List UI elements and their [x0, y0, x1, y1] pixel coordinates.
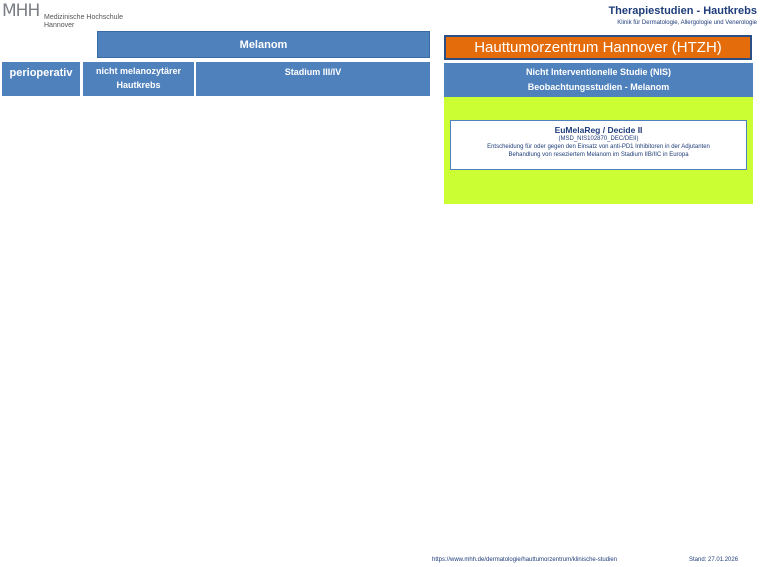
nis-line1: Nicht Interventionelle Studie (NIS) — [525, 67, 671, 77]
nicht-line2: Hautkrebs — [116, 80, 161, 90]
logo-text-line1: Medizinische Hochschule — [44, 14, 123, 21]
study-desc-line1: Entscheidung für oder gegen den Einsatz von anti-PD1 Inhibitoren in der Adjutanten — [487, 144, 710, 150]
footer-url[interactable]: https://www.mhh.de/dermatologie/hauttumorzentrum/klinische-studien — [432, 557, 618, 563]
logo-text — [44, 14, 123, 30]
study-desc-line2: Behandlung von reseziertem Melanom im Stadium IIB/IIC in Europa — [508, 152, 689, 158]
nis-header — [444, 63, 753, 97]
page-subtitle: Klinik für Dermatologie, Allergologie und Venerologie — [617, 20, 757, 26]
nicht-line1: nicht melanozytärer — [95, 66, 182, 76]
study-id: (MSD_NIS102870_DEC/DEII) — [558, 136, 639, 142]
footer-stand: Stand: 27.01.2026 — [689, 557, 739, 563]
melanom-header: Melanom — [97, 31, 430, 58]
nis-line2: Beobachtungsstudien - Melanom — [527, 82, 670, 92]
study-card[interactable] — [450, 120, 747, 170]
nicht-melanozytaer-box — [83, 62, 194, 96]
stadium-box: Stadium III/IV — [196, 62, 430, 96]
mhh-logo: MHH — [2, 1, 40, 21]
perioperativ-box: perioperativ — [2, 62, 80, 96]
page-title: Therapiestudien - Hautkrebs — [608, 5, 757, 17]
htzh-banner: Hauttumorzentrum Hannover (HTZH) — [444, 35, 752, 60]
study-title: EuMelaReg / Decide II — [554, 125, 643, 135]
logo-text-line2: Hannover — [44, 22, 75, 29]
study-description — [451, 143, 746, 159]
